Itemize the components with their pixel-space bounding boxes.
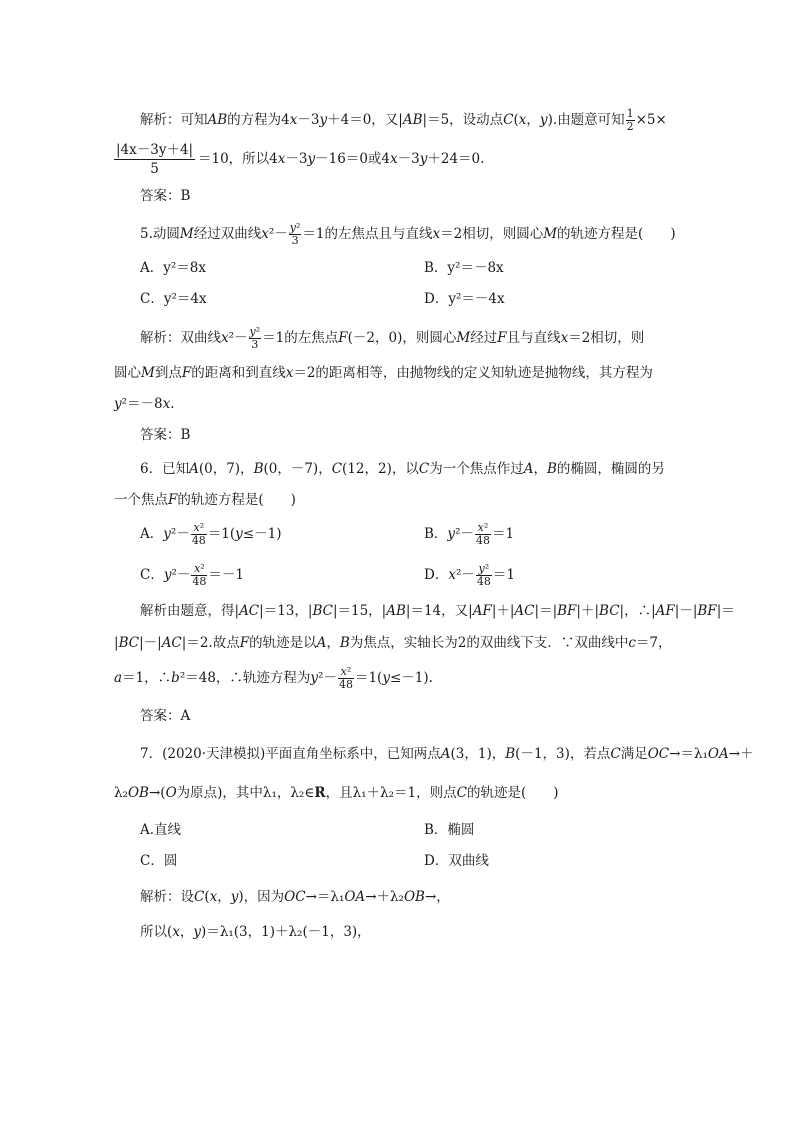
answer-4: 答案：B [140,188,191,204]
solution-5-line-2: 圆心M到点F的距离和到直线x＝2的距离相等，由抛物线的定义知轨迹是抛物线，其方程为 [114,365,653,381]
solution-4-line-1: 解析：可知AB的方程为4x－3y＋4＝0，又|AB|＝5，设动点C(x，y).由题意可知 $\frac{1}{2}$ ×5× [140,107,667,133]
q5-option-b: B．y²＝－8x [424,260,504,276]
fraction-half: $\frac{1}{2}$ [626,107,634,133]
q6-option-c: C．y²－ $\frac{\text{x²}}{48}$ ＝－1 [140,562,244,588]
solution-5-line-1: 解析：双曲线x²－ $\frac{\text{y²}}{3}$ ＝1的左焦点F(－2，0)，则圆心M经过F且与直线x＝2相切，则 [140,325,645,351]
solution-7-line-1: 解析：设C(x，y)，因为OC→＝λ₁OA→＋λ₂OB→， [140,889,450,905]
fraction-numerator: |4x－3y＋4| [116,142,194,158]
solution-6-line-2: |BC|－|AC|＝2.故点F的轨迹是以A，B为焦点，实轴长为2的双曲线下支．∵双曲线中c＝7， [114,635,672,651]
q5-option-d: D．y²＝－4x [424,291,505,307]
q6-option-d: D．x²－ $\frac{\text{y²}}{48}$ ＝1 [424,562,515,588]
q6-option-b: B．y²－ $\frac{\text{x²}}{48}$ ＝1 [424,521,515,547]
q7-option-a: A.直线 [140,822,182,838]
question-6-line-2: 一个焦点F的轨迹方程是( ) [114,492,296,508]
q5-option-c: C．y²＝4x [140,291,207,307]
question-6-line-1: 6．已知A(0，7)，B(0，－7)，C(12，2)，以C为一个焦点作过A，B的椭圆，椭圆的另 [140,461,665,477]
question-5: 5.动圆M经过双曲线x²－ $\frac{\text{y²}}{3}$ ＝1的左焦点且与直线x＝2相切，则圆心M的轨迹方程是( ) [140,221,676,247]
q6-option-a: A．y²－ $\frac{\text{x²}}{48}$ ＝1(y≤－1) [140,521,282,547]
answer-5: 答案：B [140,427,191,443]
question-7-line-2: λ₂OB→(O为原点)，其中λ₁，λ₂∈R，且λ₁＋λ₂＝1，则点C的轨迹是( ) [114,785,559,801]
fraction-distance [114,141,195,178]
question-7-line-1: 7．(2020·天津模拟)平面直角坐标系中，已知两点A(3，1)，B(－1，3)，若点C满足OC→＝λ₁OA→＋ [140,746,754,762]
fraction-denominator: 5 [150,161,159,177]
solution-7-line-2: 所以(x，y)＝λ₁(3，1)＋λ₂(－1，3)， [140,924,371,940]
solution-4-line-2: ＝10，所以4x－3y－16＝0或4x－3y＋24＝0. [198,151,485,167]
solution-6-line-3: a＝1，∴b²＝48，∴轨迹方程为y²－ $\frac{\text{x²}}{48}$ ＝1(y≤－1). [114,665,433,691]
q7-option-c: C．圆 [140,853,178,869]
solution-6-line-1: 解析由题意，得|AC|＝13，|BC|＝15，|AB|＝14，又|AF|＋|AC|＝|BF|＋|BC|，∴|AF|－|BF|＝ [140,603,735,619]
q5-option-a: A．y²＝8x [140,260,206,276]
answer-6: 答案：A [140,708,191,724]
solution-5-line-3: y²＝－8x. [114,396,175,412]
q7-option-b: B．椭圆 [424,822,475,838]
q7-option-d: D．双曲线 [424,853,489,869]
